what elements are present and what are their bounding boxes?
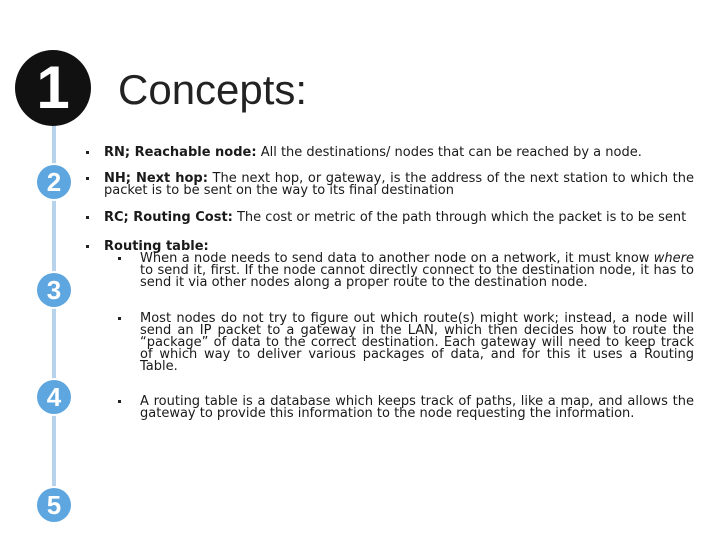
bullet-marker (86, 177, 89, 180)
step-4-badge: 4 (37, 380, 71, 414)
term-definition: The cost or metric of the path through which the packet is to be sent (232, 210, 687, 225)
term-label: Routing table: (104, 239, 209, 254)
step-3-badge: 3 (37, 273, 71, 307)
bullet-marker (86, 245, 89, 248)
slide-title: Concepts: (118, 66, 308, 113)
bullet-marker (86, 151, 89, 154)
step-1-badge: 1 (15, 50, 91, 126)
bullet-marker (118, 400, 121, 403)
emphasis-text: where (653, 251, 694, 266)
term-definition: All the destinations/ nodes that can be reached by a node. (256, 145, 642, 160)
sub-bullet-item: A routing table is a database which keeps track of paths, like a map, and allows the gateway to provide this information to the node requesting the information. (104, 396, 694, 420)
term-definition: The next hop, or gateway, is the address of the next station to which the packet is to be sent on the way to its final destination (104, 171, 694, 198)
sub-bullet-item: Most nodes do not try to figure out which route(s) might work; instead, a node will send an IP packet to a gateway in the LAN, which then decides how to route the “package” of data to the correct destination. Each gateway will need to keep track of which way to deliver various packages of data, and for this it uses a Routing Table. (104, 313, 694, 373)
term-label: RC; Routing Cost: (104, 210, 233, 225)
bullet-item-routing-table (86, 241, 694, 420)
bullet-marker (118, 317, 121, 320)
term-label: NH; Next hop: (104, 171, 208, 186)
bullet-marker (118, 257, 121, 260)
bullet-list (86, 140, 694, 420)
step-2-badge: 2 (37, 165, 71, 199)
term-label: RN; Reachable node: (104, 145, 257, 160)
bullet-item-next-hop (86, 173, 694, 197)
step-5-badge: 5 (37, 488, 71, 522)
bullet-marker (86, 216, 89, 219)
bullet-item-reachable-node (86, 147, 694, 159)
bullet-item-routing-cost (86, 212, 694, 224)
sub-bullet-item: When a node needs to send data to another node on a network, it must know where to send it, first. If the node cannot directly connect to the destination node, it has to send it via other nodes along a proper route to the destination node. (104, 253, 694, 289)
